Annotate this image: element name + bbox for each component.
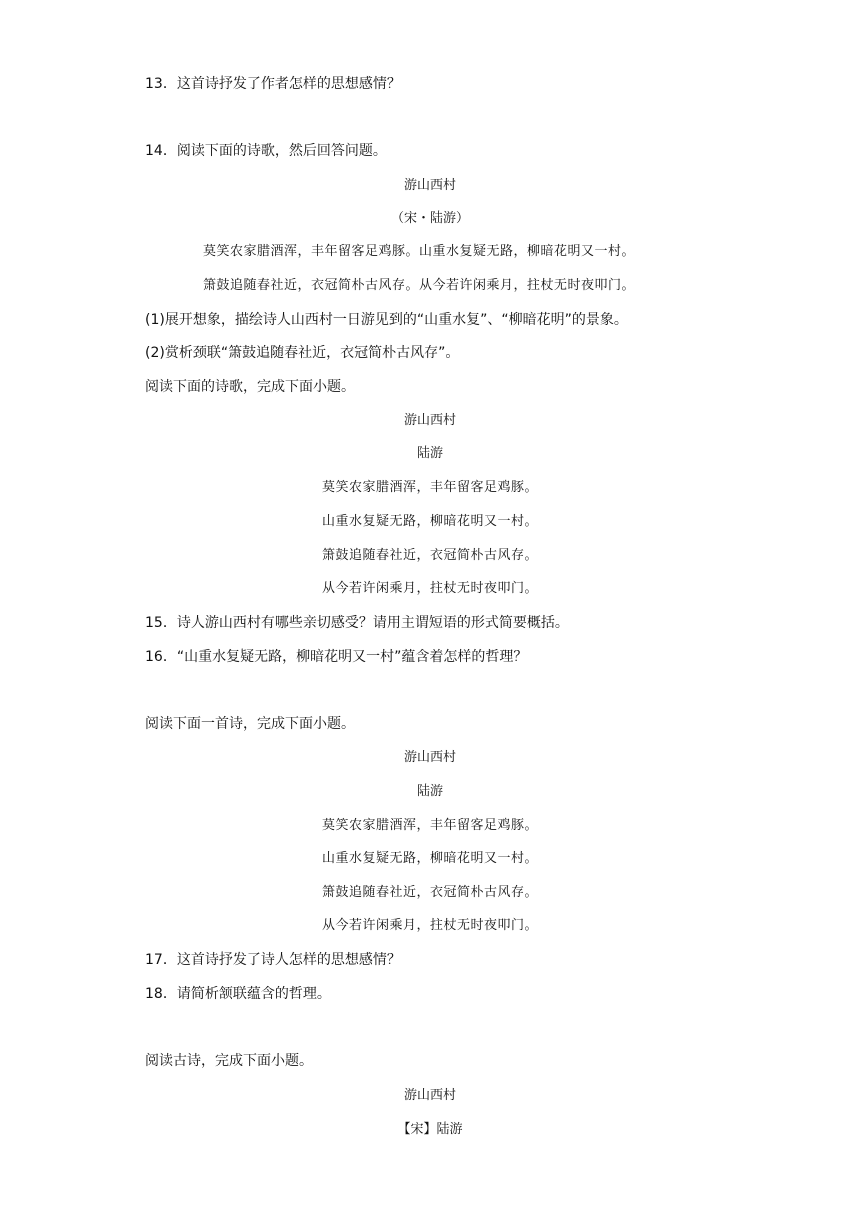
- poem-title: 游山西村: [403, 413, 456, 428]
- question-17: 17．这首诗抒发了诗人怎样的思想感情？: [145, 952, 401, 968]
- question-14-sub-2: (2)赏析颈联“箫鼓追随春社近，衣冠简朴古风存”。: [145, 345, 460, 361]
- poem-title: 游山西村: [403, 750, 456, 765]
- poem-line: 莫笑农家腊酒浑，丰年留客足鸡豚。山重水复疑无路，柳暗花明又一村。: [203, 244, 636, 259]
- poem-line: 从今若许闲乘月，拄杖无时夜叩门。: [321, 918, 538, 933]
- poem-author: 陆游: [416, 784, 443, 799]
- poem-line: 从今若许闲乘月，拄杖无时夜叩门。: [321, 581, 538, 596]
- question-14-sub-1: (1)展开想象，描绘诗人山西村一日游见到的“山重水复”、“柳暗花明”的景象。: [145, 312, 628, 328]
- poem-author: （宋・陆游）: [390, 211, 469, 226]
- poem-title: 游山西村: [403, 178, 456, 193]
- poem-author: 陆游: [416, 446, 443, 461]
- poem-line: 山重水复疑无路，柳暗花明又一村。: [321, 851, 538, 866]
- poem-line: 箫鼓追随春社近，衣冠简朴古风存。: [321, 548, 538, 563]
- question-16: 16．“山重水复疑无路，柳暗花明又一村”蕴含着怎样的哲理？: [145, 649, 528, 665]
- question-15: 15．诗人游山西村有哪些亲切感受？请用主谓短语的形式简要概括。: [145, 615, 569, 631]
- poem-line: 莫笑农家腊酒浑，丰年留客足鸡豚。: [321, 818, 538, 833]
- poem-line: 箫鼓追随春社近，衣冠简朴古风存。从今若许闲乘月，拄杖无时夜叩门。: [203, 278, 636, 293]
- poem-line: 箫鼓追随春社近，衣冠简朴古风存。: [321, 885, 538, 900]
- section-intro: 阅读下面的诗歌，完成下面小题。: [145, 379, 355, 395]
- question-14-prompt: 14．阅读下面的诗歌，然后回答问题。: [145, 143, 387, 159]
- section-intro: 阅读下面一首诗，完成下面小题。: [145, 716, 355, 732]
- section-intro: 阅读古诗，完成下面小题。: [145, 1053, 313, 1069]
- poem-line: 莫笑农家腊酒浑，丰年留客足鸡豚。: [321, 480, 538, 495]
- poem-line: 山重水复疑无路，柳暗花明又一村。: [321, 514, 538, 529]
- poem-title: 游山西村: [403, 1088, 456, 1103]
- poem-author: 【宋】陆游: [397, 1122, 463, 1137]
- question-13: 13．这首诗抒发了作者怎样的思想感情？: [145, 76, 401, 92]
- question-18: 18．请简析颔联蕴含的哲理。: [145, 986, 331, 1002]
